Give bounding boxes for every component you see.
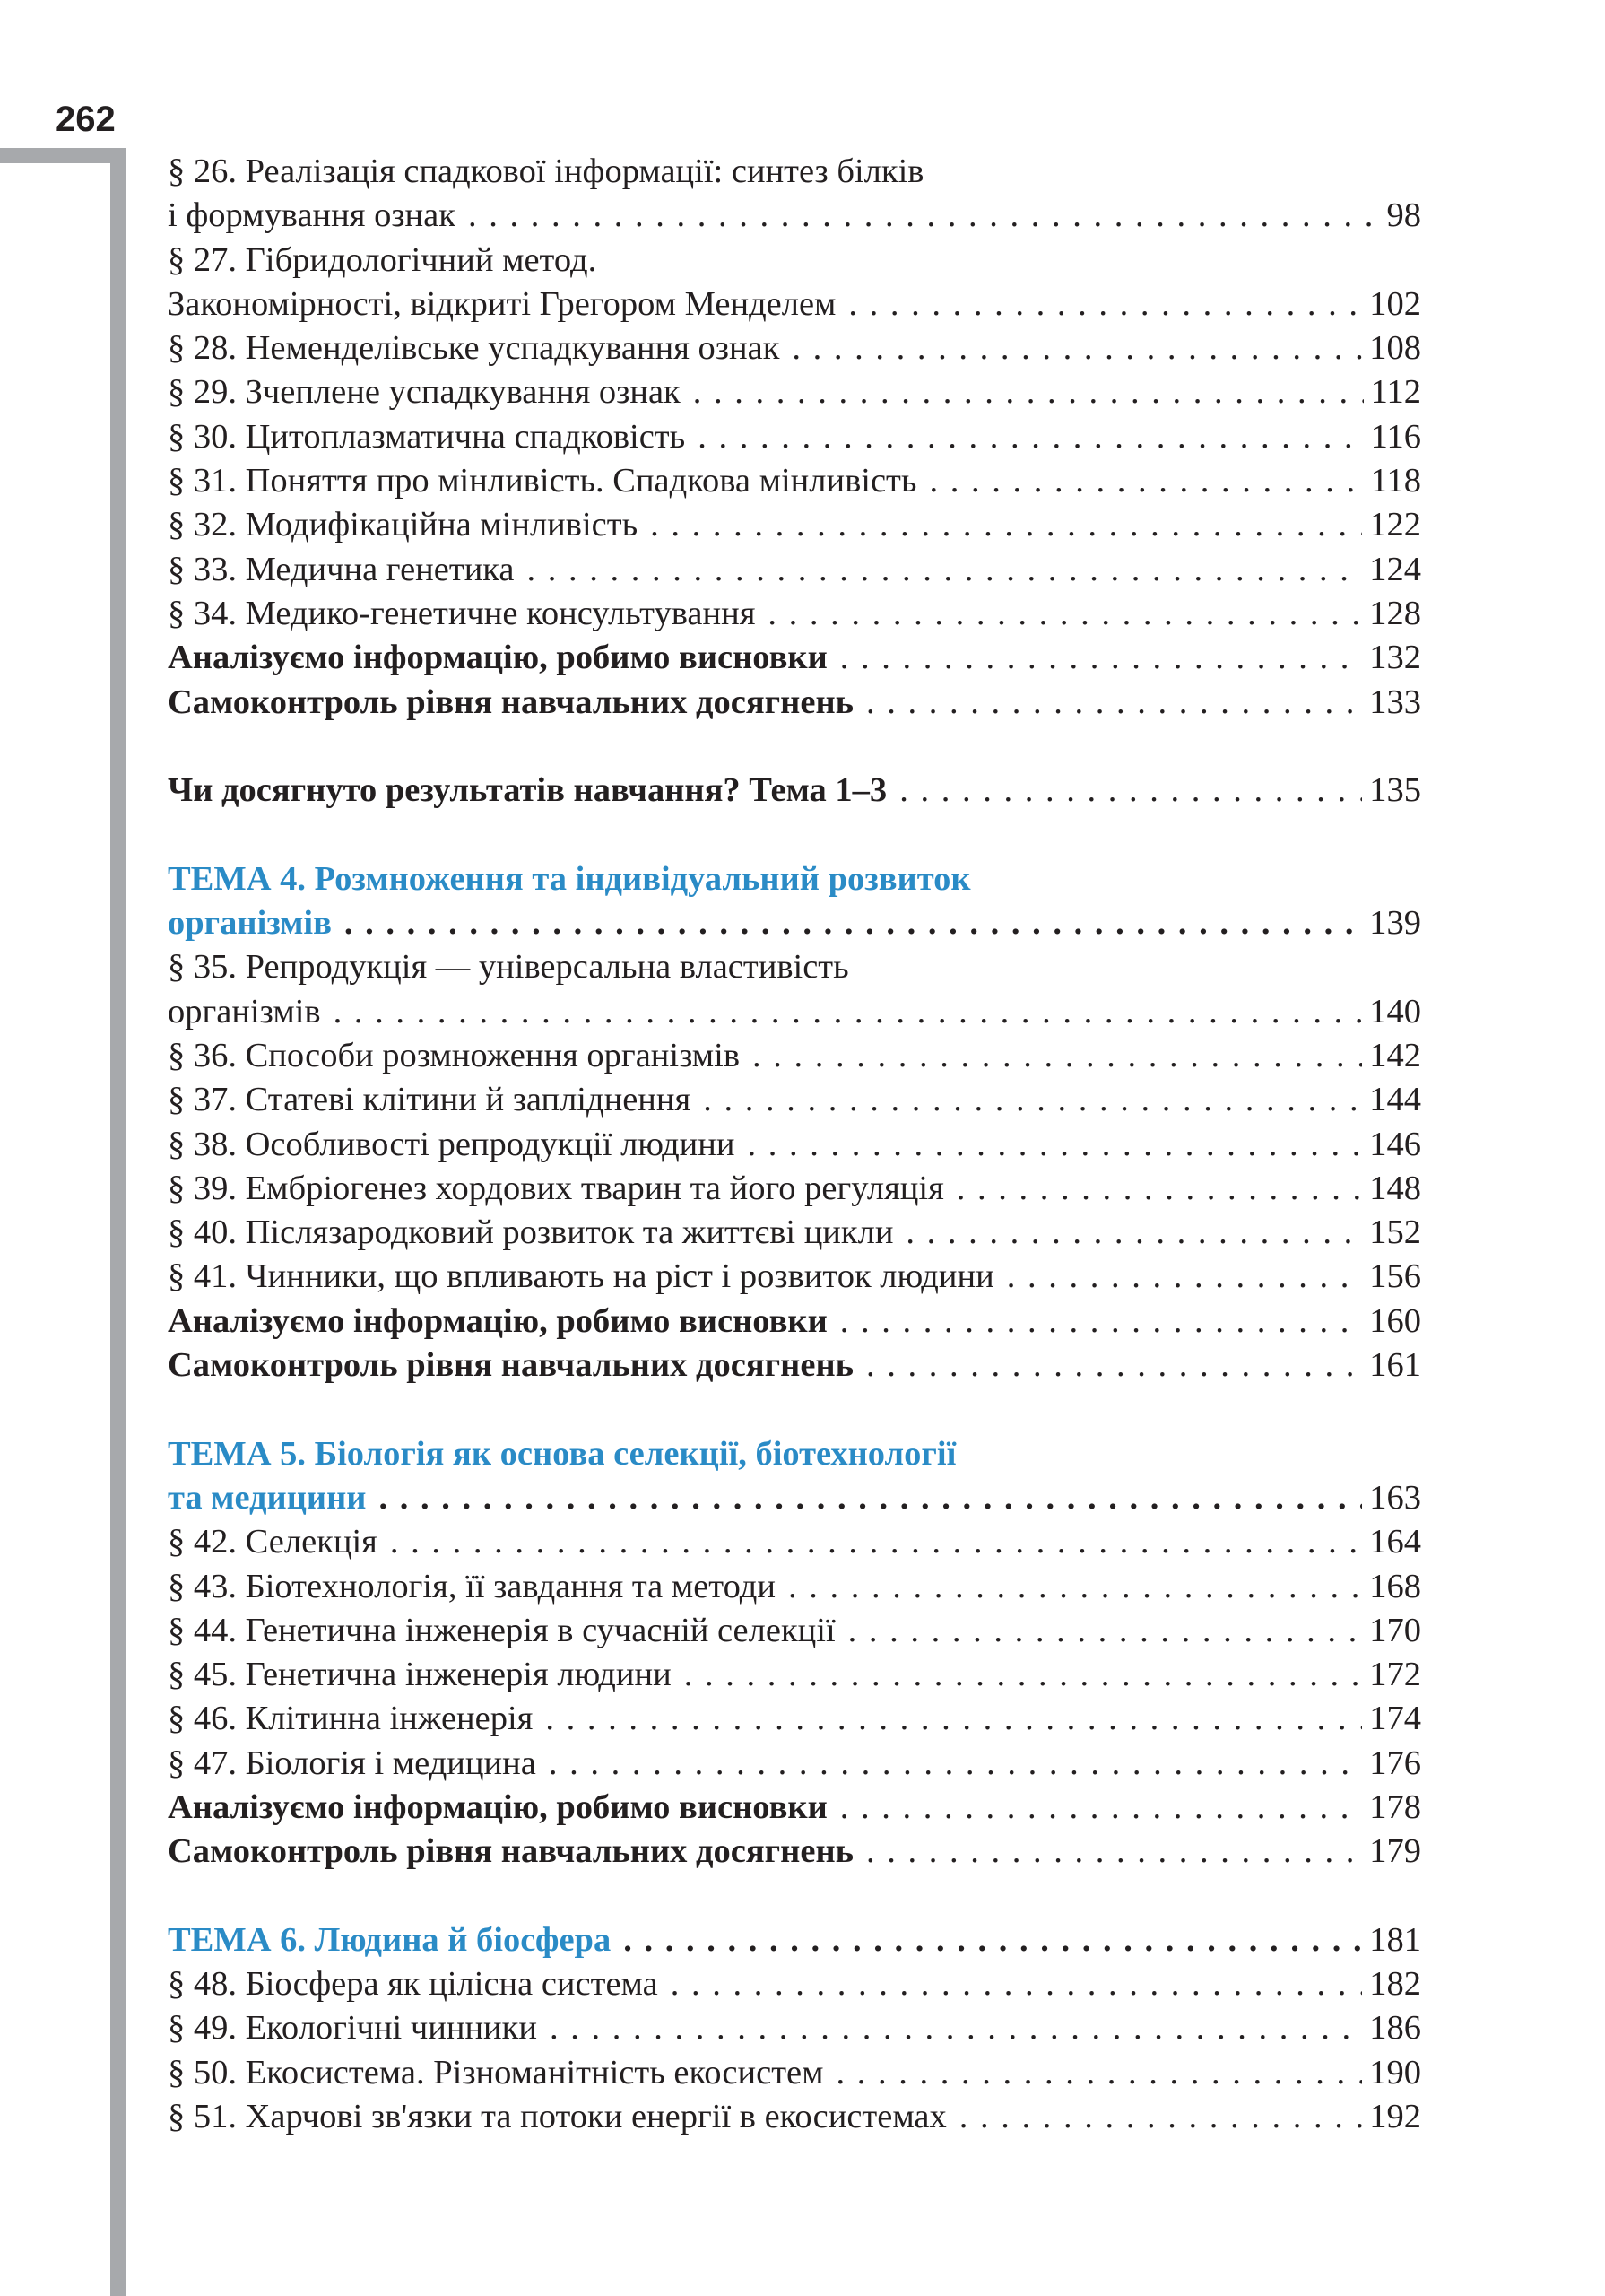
- section-gap: [168, 1387, 1421, 1431]
- toc-entry-page: 178: [1369, 1787, 1421, 1826]
- toc-entry-page: 182: [1369, 1965, 1421, 2004]
- toc-entry-title: § 35. Репродукція — універсальна властивість: [168, 948, 849, 987]
- toc-entry-title: Аналізуємо інформацію, робимо висновки: [168, 1787, 828, 1826]
- toc-entry-title: § 49. Екологічні чинники: [168, 2009, 537, 2048]
- toc-entry-title: § 50. Екосистема. Різноманітність екосистем: [168, 2053, 824, 2092]
- leader-dots: [866, 681, 1362, 725]
- toc-entry[interactable]: [168, 2051, 1421, 2095]
- toc-entry-page: 146: [1369, 1125, 1421, 1163]
- page-rule-horizontal: [0, 148, 126, 163]
- toc-entry-page: 132: [1369, 639, 1421, 677]
- toc-topic-heading[interactable]: [168, 1432, 1421, 1476]
- toc-entry-title: Самоконтроль рівня навчальних досягнень: [168, 1832, 854, 1871]
- toc-entry-page: 128: [1369, 594, 1421, 632]
- toc-entry[interactable]: [168, 1962, 1421, 2006]
- leader-dots: [792, 326, 1362, 370]
- toc-entry-title: § 41. Чинники, що впливають на ріст і розвиток людини: [168, 1257, 994, 1296]
- toc-entry-results[interactable]: [168, 769, 1421, 813]
- toc-topic-heading[interactable]: [168, 1476, 1421, 1520]
- toc-entry-page: 186: [1369, 2009, 1421, 2048]
- toc-entry-title: Самоконтроль рівня навчальних досягнень: [168, 1346, 854, 1385]
- leader-dots: [848, 283, 1362, 326]
- leader-dots: [468, 194, 1380, 238]
- toc-entry[interactable]: [168, 592, 1421, 636]
- toc-entry-page: 164: [1369, 1523, 1421, 1561]
- toc-entry-title: § 46. Клітинна інженерія: [168, 1700, 534, 1738]
- toc-entry-selfcheck[interactable]: [168, 1830, 1421, 1874]
- toc-entry-page: 179: [1369, 1832, 1421, 1871]
- toc-entry[interactable]: [168, 1609, 1421, 1653]
- leader-dots: [650, 503, 1362, 547]
- toc-entry-title: § 31. Поняття про мінливість. Спадкова мінливість: [168, 462, 917, 500]
- toc-entry-page: 170: [1369, 1611, 1421, 1649]
- toc-entry-page: 168: [1369, 1567, 1421, 1605]
- leader-dots: [671, 1962, 1363, 2006]
- leader-dots: [527, 548, 1363, 592]
- leader-dots: [959, 2095, 1362, 2139]
- toc-entry-page: 163: [1369, 1478, 1421, 1517]
- toc-topic-title: ТЕМА 6. Людина й біосфера: [168, 1920, 612, 1959]
- section-gap: [168, 725, 1421, 769]
- toc-entry-title: § 32. Модифікаційна мінливість: [168, 506, 638, 544]
- toc-entry-page: 192: [1369, 2098, 1421, 2136]
- toc-entry-title: § 36. Способи розмноження організмів: [168, 1036, 740, 1074]
- leader-dots: [623, 1918, 1362, 1962]
- leader-dots: [929, 459, 1363, 503]
- toc-entry[interactable]: [168, 326, 1421, 370]
- toc-entry[interactable]: [168, 1167, 1421, 1211]
- toc-entry-title: § 33. Медична генетика: [168, 550, 515, 588]
- toc-entry-page: 98: [1386, 196, 1421, 235]
- toc-entry-page: 156: [1369, 1257, 1421, 1296]
- toc-entry[interactable]: [168, 283, 1421, 326]
- leader-dots: [840, 636, 1363, 680]
- toc-entry-page: 172: [1369, 1656, 1421, 1694]
- toc-entry-selfcheck[interactable]: [168, 681, 1421, 725]
- toc-entry-title: § 39. Ембріогенез хордових тварин та його регуляція: [168, 1169, 944, 1207]
- toc-entry-page: 174: [1369, 1700, 1421, 1738]
- toc-entry-page: 142: [1369, 1036, 1421, 1074]
- toc-topic-heading[interactable]: [168, 1918, 1421, 1962]
- leader-dots: [788, 1565, 1362, 1609]
- toc-entry-selfcheck[interactable]: [168, 1344, 1421, 1387]
- toc-entry-title: організмів: [168, 992, 321, 1031]
- toc-entry-page: 148: [1369, 1169, 1421, 1207]
- toc-entry[interactable]: [168, 1697, 1421, 1741]
- toc-entry-title: § 37. Статеві клітини й запліднення: [168, 1081, 691, 1119]
- toc-entry-page: 152: [1369, 1213, 1421, 1252]
- leader-dots: [703, 1078, 1362, 1122]
- toc-entry-page: 102: [1369, 284, 1421, 323]
- toc-entry[interactable]: [168, 1255, 1421, 1299]
- toc-entry[interactable]: [168, 1034, 1421, 1078]
- section-gap: [168, 813, 1421, 857]
- toc-entry[interactable]: [168, 194, 1421, 238]
- toc-entry[interactable]: [168, 370, 1421, 414]
- toc-topic-heading[interactable]: [168, 901, 1421, 945]
- toc-entry[interactable]: [168, 1565, 1421, 1609]
- toc-entry-title: § 28. Неменделівське успадкування ознак: [168, 329, 780, 368]
- toc-entry-title: § 42. Селекція: [168, 1523, 377, 1561]
- table-of-contents: [168, 150, 1421, 2139]
- toc-entry-title: § 27. Гібридологічний метод.: [168, 240, 597, 279]
- toc-entry-title: Закономірності, відкриті Грегором Менделем: [168, 284, 837, 323]
- leader-dots: [906, 1211, 1362, 1255]
- toc-entry-title: § 44. Генетична інженерія в сучасній селекції: [168, 1611, 836, 1649]
- toc-entry[interactable]: [168, 1520, 1421, 1564]
- leader-dots: [840, 1300, 1363, 1344]
- toc-topic-heading[interactable]: [168, 857, 1421, 901]
- toc-entry[interactable]: [168, 945, 1421, 989]
- toc-entry-title: § 51. Харчові зв'язки та потоки енергії в екосистемах: [168, 2098, 947, 2136]
- leader-dots: [848, 1609, 1363, 1653]
- toc-entry-page: 144: [1369, 1081, 1421, 1119]
- toc-entry-page: 176: [1369, 1744, 1421, 1782]
- page-number: 262: [56, 100, 116, 139]
- toc-entry-page: 133: [1369, 683, 1421, 721]
- toc-entry[interactable]: [168, 548, 1421, 592]
- toc-entry-page: 112: [1370, 373, 1421, 412]
- section-gap: [168, 1874, 1421, 1918]
- toc-entry[interactable]: [168, 2095, 1421, 2139]
- toc-entry-page: 124: [1369, 550, 1421, 588]
- toc-entry[interactable]: [168, 1742, 1421, 1786]
- toc-topic-title: ТЕМА 4. Розмноження та індивідуальний розвиток: [168, 859, 971, 898]
- toc-entry-review[interactable]: [168, 1786, 1421, 1830]
- toc-entry[interactable]: [168, 150, 1421, 194]
- leader-dots: [545, 1697, 1362, 1741]
- leader-dots: [866, 1830, 1362, 1874]
- toc-topic-title: організмів: [168, 904, 332, 943]
- toc-entry-title: § 43. Біотехнологія, її завдання та методи: [168, 1567, 776, 1605]
- toc-entry[interactable]: [168, 1211, 1421, 1255]
- leader-dots: [752, 1034, 1362, 1078]
- leader-dots: [334, 990, 1363, 1034]
- toc-entry-page: 161: [1369, 1346, 1421, 1385]
- toc-topic-title: ТЕМА 5. Біологія як основа селекції, біотехнології: [168, 1434, 957, 1473]
- toc-entry-title: Аналізуємо інформацію, робимо висновки: [168, 1301, 828, 1340]
- leader-dots: [836, 2051, 1362, 2095]
- toc-entry-page: 181: [1369, 1920, 1421, 1959]
- leader-dots: [684, 1653, 1363, 1697]
- toc-entry-title: Аналізуємо інформацію, робимо висновки: [168, 639, 828, 677]
- toc-entry-review[interactable]: [168, 1300, 1421, 1344]
- leader-dots: [344, 901, 1362, 945]
- toc-entry-title: § 38. Особливості репродукції людини: [168, 1125, 735, 1163]
- toc-entry-title: § 34. Медико-генетичне консультування: [168, 594, 756, 632]
- toc-entry-title: § 40. Післязародковий розвиток та життєві цикли: [168, 1213, 894, 1252]
- toc-entry[interactable]: [168, 990, 1421, 1034]
- toc-entry-title: Чи досягнуто результатів навчання? Тема 1–3: [168, 771, 888, 810]
- toc-entry[interactable]: [168, 1078, 1421, 1122]
- leader-dots: [957, 1167, 1362, 1211]
- toc-entry-page: 139: [1369, 904, 1421, 943]
- toc-entry-review[interactable]: [168, 636, 1421, 680]
- toc-entry-title: § 29. Зчеплене успадкування ознак: [168, 373, 681, 412]
- toc-entry-title: Самоконтроль рівня навчальних досягнень: [168, 683, 854, 721]
- leader-dots: [866, 1344, 1362, 1387]
- toc-entry-page: 135: [1369, 771, 1421, 810]
- toc-entry-title: § 48. Біосфера як цілісна система: [168, 1965, 658, 2004]
- leader-dots: [390, 1520, 1362, 1564]
- leader-dots: [550, 2006, 1362, 2050]
- toc-entry-title: § 45. Генетична інженерія людини: [168, 1656, 672, 1694]
- toc-entry-page: 140: [1369, 992, 1421, 1031]
- toc-entry-title: § 26. Реалізація спадкової інформації: синтез білків: [168, 152, 924, 190]
- toc-entry-page: 116: [1370, 417, 1421, 456]
- leader-dots: [840, 1786, 1363, 1830]
- toc-entry[interactable]: [168, 1123, 1421, 1167]
- toc-entry[interactable]: [168, 1653, 1421, 1697]
- leader-dots: [693, 370, 1364, 414]
- leader-dots: [748, 1123, 1363, 1167]
- toc-entry[interactable]: [168, 415, 1421, 459]
- toc-entry[interactable]: [168, 2006, 1421, 2050]
- toc-entry-title: § 47. Біологія і медицина: [168, 1744, 536, 1782]
- page-rule-vertical: [110, 148, 126, 2296]
- toc-entry-page: 160: [1369, 1301, 1421, 1340]
- leader-dots: [899, 769, 1362, 813]
- toc-topic-title: та медицини: [168, 1478, 367, 1517]
- leader-dots: [549, 1742, 1362, 1786]
- leader-dots: [1007, 1255, 1363, 1299]
- leader-dots: [378, 1476, 1362, 1520]
- toc-entry[interactable]: [168, 459, 1421, 503]
- leader-dots: [698, 415, 1363, 459]
- toc-entry-page: 118: [1370, 462, 1421, 500]
- toc-entry-title: § 30. Цитоплазматична спадковість: [168, 417, 686, 456]
- toc-entry-title: і формування ознак: [168, 196, 455, 235]
- toc-entry-page: 122: [1369, 506, 1421, 544]
- toc-entry-page: 190: [1369, 2053, 1421, 2092]
- toc-entry-page: 108: [1369, 329, 1421, 368]
- toc-entry[interactable]: [168, 239, 1421, 283]
- toc-entry[interactable]: [168, 503, 1421, 547]
- leader-dots: [768, 592, 1362, 636]
